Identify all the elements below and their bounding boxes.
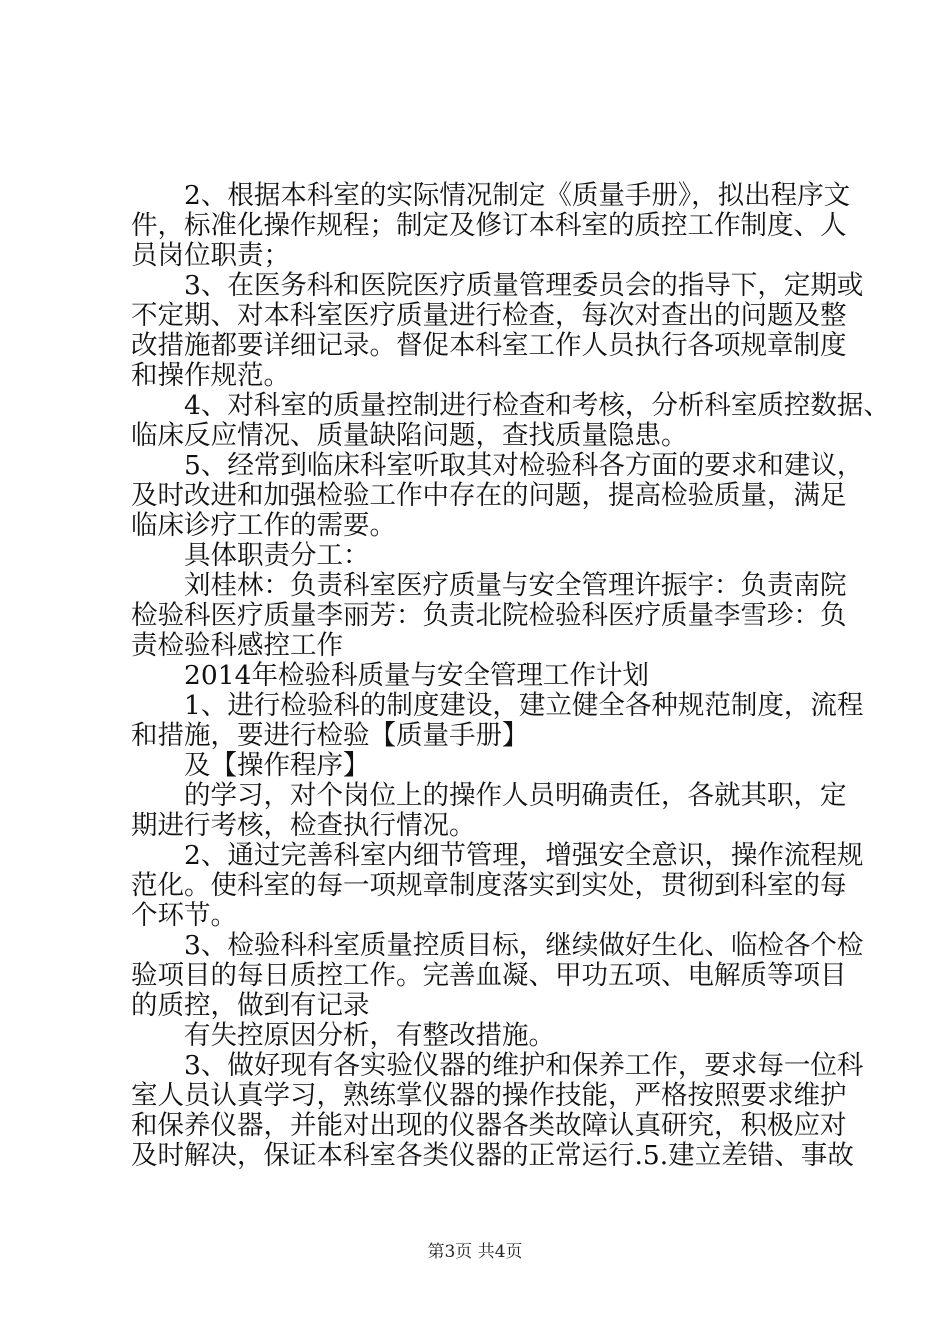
text-line: 及【操作程序】 [131, 750, 370, 781]
text-line: 的学习，对个岗位上的操作人员明确责任，各就其职，定 [131, 780, 847, 811]
text-line: 员岗位职责； [131, 240, 290, 271]
text-line: 3、做好现有各实验仪器的维护和保养工作，要求每一位科 [131, 1050, 864, 1081]
text-line: 检验科医疗质量李丽芳：负责北院检验科医疗质量李雪珍：负 [131, 600, 847, 631]
text-line: 责检验科感控工作 [131, 630, 343, 661]
page-number-footer: 第3页 共4页 [427, 1242, 523, 1262]
text-line: 1、进行检验科的制度建设，建立健全各种规范制度，流程 [131, 690, 864, 721]
text-line: 临床反应情况、质量缺陷问题，查找质量隐患。 [131, 420, 688, 451]
text-line: 和操作规范。 [131, 360, 290, 391]
text-line: 3、在医务科和医院医疗质量管理委员会的指导下，定期或 [131, 270, 864, 301]
text-line: 个环节。 [131, 900, 237, 931]
text-line: 4、对科室的质量控制进行检查和考核，分析科室质控数据、 [131, 390, 890, 421]
text-line: 刘桂林：负责科室医疗质量与安全管理许振宇：负责南院 [131, 570, 847, 601]
text-line: 的质控，做到有记录 [131, 990, 370, 1021]
text-line: 有失控原因分析，有整改措施。 [131, 1020, 555, 1051]
text-line: 3、检验科科室质量控质目标，继续做好生化、临检各个检 [131, 930, 864, 961]
text-line: 室人员认真学习，熟练掌仪器的操作技能，严格按照要求维护 [131, 1080, 847, 1111]
text-line: 及时解决，保证本科室各类仪器的正常运行.5.建立差错、事故 [131, 1140, 854, 1171]
text-line: 及时改进和加强检验工作中存在的问题，提高检验质量，满足 [131, 480, 847, 511]
text-line: 和保养仪器，并能对出现的仪器各类故障认真研究，积极应对 [131, 1110, 847, 1141]
text-line: 2014年检验科质量与安全管理工作计划 [131, 660, 649, 691]
text-line: 改措施都要详细记录。督促本科室工作人员执行各项规章制度 [131, 330, 847, 361]
text-line: 和措施，要进行检验【质量手册】 [131, 720, 529, 751]
text-line: 期进行考核，检查执行情况。 [131, 810, 476, 841]
text-line: 具体职责分工： [131, 540, 370, 571]
text-line: 2、通过完善科室内细节管理，增强安全意识，操作流程规 [131, 840, 864, 871]
text-line: 临床诊疗工作的需要。 [131, 510, 396, 541]
text-line: 不定期、对本科室医疗质量进行检查，每次对查出的问题及整 [131, 300, 847, 331]
text-line: 2、根据本科室的实际情况制定《质量手册》，拟出程序文 [131, 180, 851, 211]
text-line: 验项目的每日质控工作。完善血凝、甲功五项、电解质等项目 [131, 960, 847, 991]
text-line: 件，标准化操作规程；制定及修订本科室的质控工作制度、人 [131, 210, 847, 241]
text-line: 5、经常到临床科室听取其对检验科各方面的要求和建议， [131, 450, 864, 481]
text-line: 范化。使科室的每一项规章制度落实到实处，贯彻到科室的每 [131, 870, 847, 901]
